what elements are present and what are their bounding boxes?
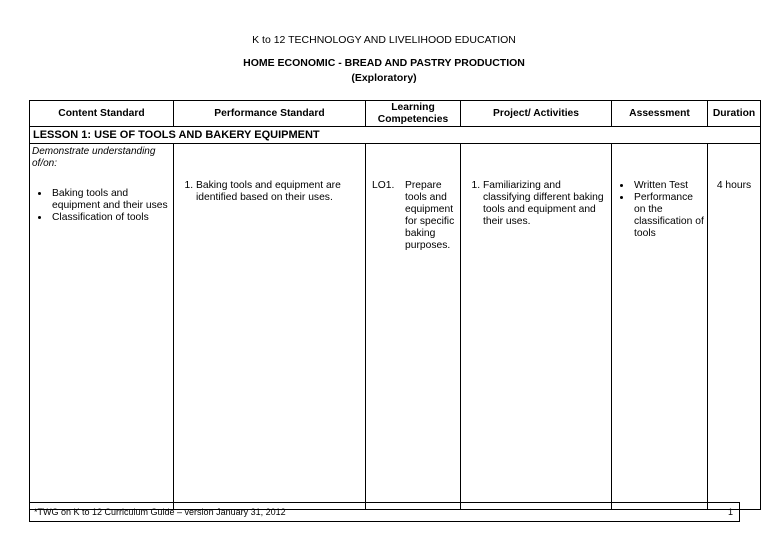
- lo-text: Prepare tools and equipment for specific baking purposes.: [405, 180, 455, 251]
- content-intro: Demonstrate understanding of/on:: [32, 146, 156, 169]
- doc-title: K to 12 TECHNOLOGY AND LIVELIHOOD EDUCATION: [252, 34, 516, 46]
- doc-subtitle-qualifier: (Exploratory): [351, 72, 417, 84]
- learning-outcome: [372, 180, 460, 252]
- list-item: • Written Test: [632, 180, 707, 192]
- table-row: [30, 144, 761, 510]
- lesson-row: [30, 127, 761, 144]
- page-number: 1: [727, 507, 733, 517]
- doc-subtitle: HOME ECONOMIC - BREAD AND PASTRY PRODUCTION: [243, 57, 525, 69]
- list-item: • Performance on the classification of tools: [632, 192, 707, 240]
- col-header-assessment: Assessment: [612, 101, 708, 127]
- col-header-learning-competencies: Learning Competencies: [366, 101, 461, 127]
- learning-competencies-cell: [366, 144, 461, 510]
- list-item: 1. Baking tools and equipment are identified based on their uses.: [196, 180, 365, 204]
- page-footer: [29, 502, 740, 522]
- performance-standard-cell: [174, 144, 366, 510]
- list-item: • Classification of tools: [50, 212, 173, 224]
- content-standard-cell: [30, 144, 174, 510]
- curriculum-table: [29, 100, 761, 510]
- project-list: [461, 180, 611, 228]
- list-item: • Baking tools and equipment and their uses: [50, 188, 173, 212]
- col-header-project-activities: Project/ Activities: [461, 101, 612, 127]
- lesson-title: LESSON 1: USE OF TOOLS AND BAKERY EQUIPMENT: [30, 127, 761, 144]
- col-header-performance-standard: Performance Standard: [174, 101, 366, 127]
- col-header-content-standard: Content Standard: [30, 101, 174, 127]
- col-header-duration: Duration: [708, 101, 761, 127]
- performance-list: [174, 180, 365, 204]
- duration-cell: [708, 144, 761, 510]
- table-header-row: [30, 101, 761, 127]
- assessment-list: [612, 180, 707, 240]
- content-list: [30, 188, 173, 224]
- list-item: 1. Familiarizing and classifying different baking tools and equipment and their uses.: [483, 180, 611, 228]
- lo-label: LO1.: [372, 180, 395, 191]
- project-activities-cell: [461, 144, 612, 510]
- assessment-cell: [612, 144, 708, 510]
- footer-note: *TWG on K to 12 Curriculum Guide – version January 31, 2012: [34, 507, 286, 517]
- duration-value: 4 hours: [716, 180, 752, 191]
